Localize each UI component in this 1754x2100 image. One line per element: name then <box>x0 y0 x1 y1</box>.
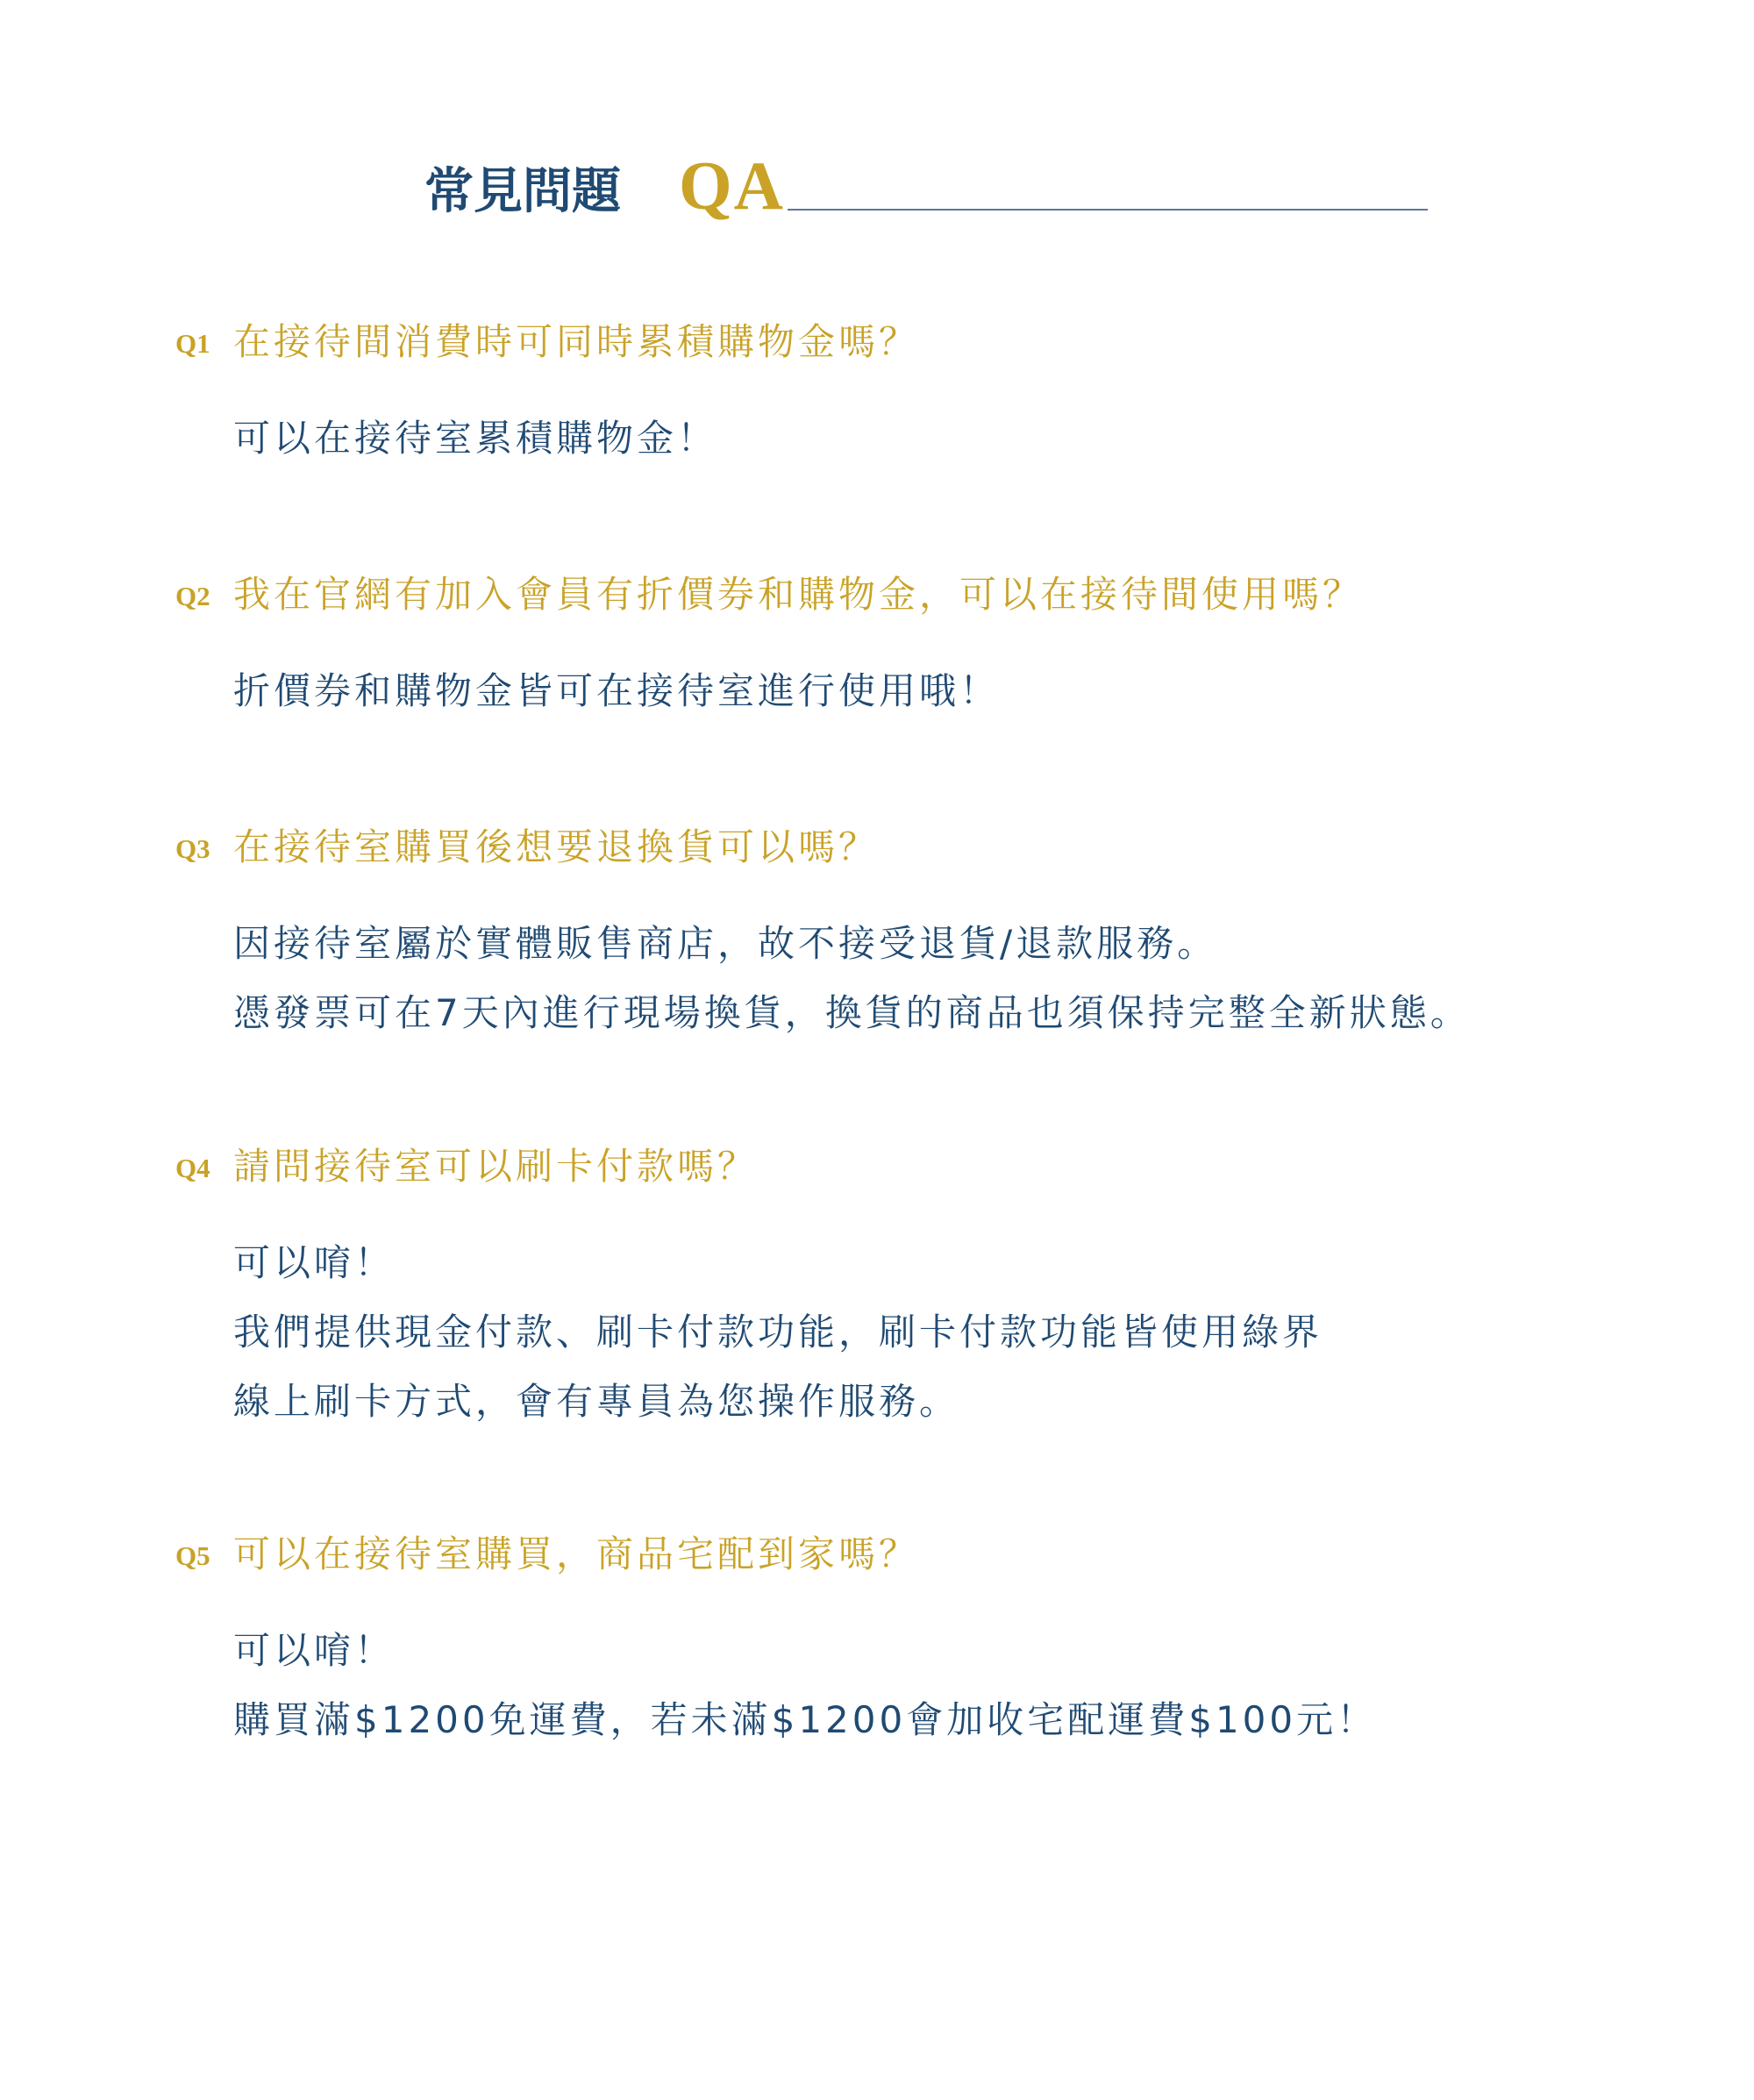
answer-line: 可以唷！ <box>233 1241 396 1284</box>
answer <box>233 656 1596 725</box>
question-text: 在接待室購買後想要退換貨可以嗎？ <box>233 825 880 868</box>
question-text: 我在官網有加入會員有折價券和購物金，可以在接待間使用嗎？ <box>233 573 1364 616</box>
answer <box>233 404 1596 473</box>
page-header <box>424 140 1428 228</box>
title-divider <box>788 209 1428 211</box>
question-text: 在接待間消費時可同時累積購物金嗎？ <box>233 320 920 363</box>
answer <box>233 1228 1596 1436</box>
answer-line: 線上刷卡方式，會有專員為您操作服務。 <box>233 1380 960 1423</box>
answer-line: 購買滿$1200免運費，若未滿$1200會加收宅配運費$100元！ <box>233 1698 1378 1741</box>
answer-line: 憑發票可在7天內進行現場換貨，換貨的商品也須保持完整全新狀態。 <box>233 991 1471 1034</box>
question-row <box>175 1526 1596 1582</box>
question-row <box>175 1139 1596 1195</box>
question-text: 請問接待室可以刷卡付款嗎？ <box>233 1145 759 1188</box>
answer-line: 折價券和購物金皆可在接待室進行使用哦！ <box>233 669 1001 712</box>
page-title: 常見問題 <box>424 162 621 220</box>
answer-line: 我們提供現金付款、刷卡付款功能，刷卡付款功能皆使用綠界 <box>233 1311 1323 1354</box>
question-number: Q5 <box>175 1540 210 1571</box>
faq-item-q2 <box>175 567 1596 725</box>
question-text: 可以在接待室購買，商品宅配到家嗎？ <box>233 1532 920 1575</box>
question-number: Q2 <box>175 581 210 611</box>
answer <box>233 1616 1596 1754</box>
question-number: Q1 <box>175 328 210 359</box>
question-number: Q3 <box>175 833 210 864</box>
page-title-qa: QA <box>679 147 785 224</box>
answer-line: 因接待室屬於實體販售商店，故不接受退貨/退款服務。 <box>233 922 1218 965</box>
answer <box>233 909 1596 1047</box>
question-number: Q4 <box>175 1153 210 1183</box>
faq-item-q1 <box>175 314 1596 473</box>
answer-line: 可以唷！ <box>233 1629 396 1672</box>
faq-item-q5 <box>175 1526 1596 1754</box>
question-row <box>175 567 1596 623</box>
question-row <box>175 314 1596 370</box>
question-row <box>175 819 1596 875</box>
faq-item-q4 <box>175 1139 1596 1436</box>
answer-line: 可以在接待室累積購物金！ <box>233 417 718 460</box>
faq-item-q3 <box>175 819 1596 1047</box>
